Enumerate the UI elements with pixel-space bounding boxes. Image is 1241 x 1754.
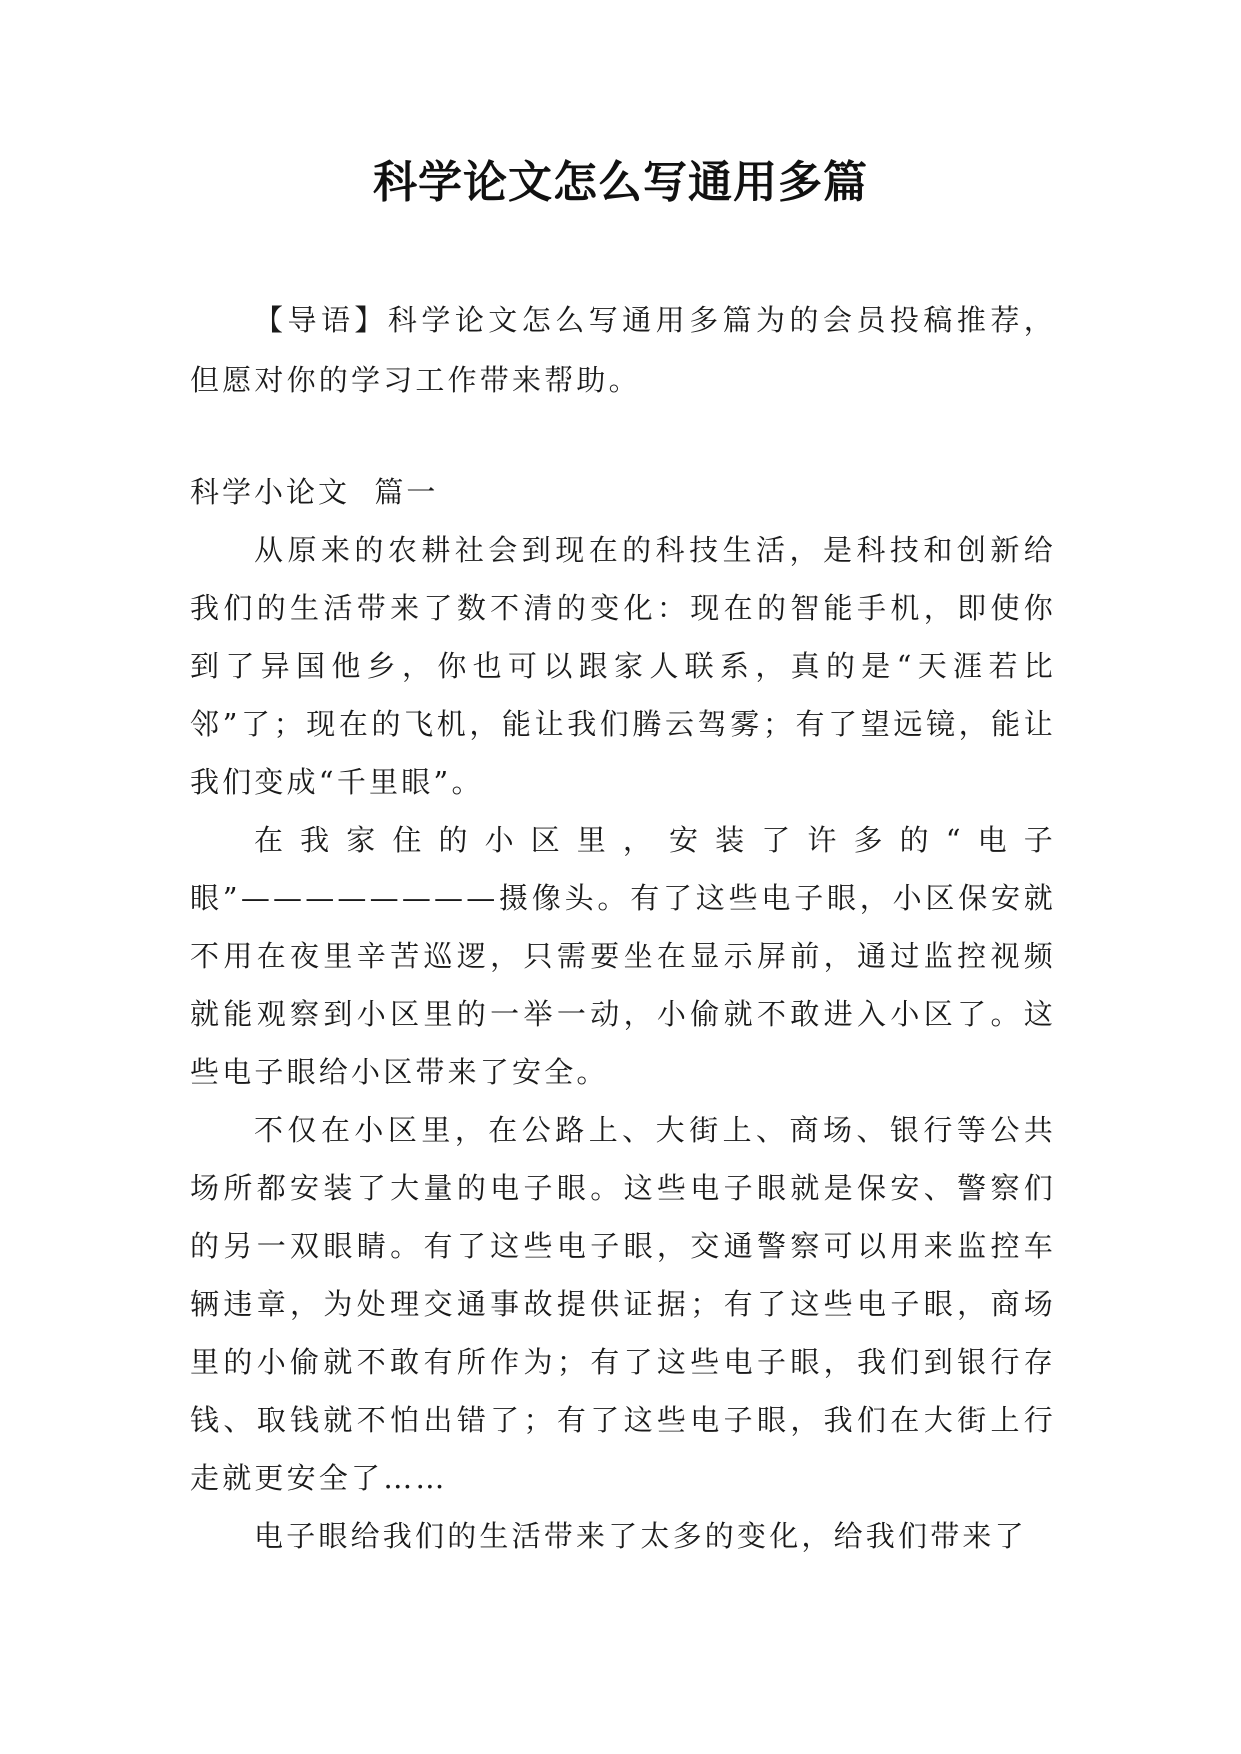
body-paragraph-4: 电子眼给我们的生活带来了太多的变化，给我们带来了 <box>254 1519 1027 1553</box>
section-heading: 科学小论文 篇一 <box>190 475 439 509</box>
intro-paragraph: 【导语】科学论文怎么写通用多篇为的会员投稿推荐，但愿对你的学习工作带来帮助。 <box>190 303 1056 397</box>
body-paragraph-2: 在我家住的小区里，安装了许多的“电子眼”————————摄像头。有了这些电子眼，小区保安就不用在夜里辛苦巡逻，只需要坐在显示屏前，通过监控视频就能观察到小区里的一举一动，小偷就不敢进入小区了。这些电子眼给小区带来了安全。 <box>190 823 1056 1089</box>
intro-block <box>190 290 1056 410</box>
body-paragraph-3: 不仅在小区里，在公路上、大街上、商场、银行等公共场所都安装了大量的电子眼。这些电子眼就是保安、警察们的另一双眼睛。有了这些电子眼，交通警察可以用来监控车辆违章，为处理交通事故提供证据；有了这些电子眼，商场里的小偷就不敢有所作为；有了这些电子眼，我们到银行存钱、取钱就不怕出错了；有了这些电子眼，我们在大街上行走就更安全了…… <box>190 1113 1056 1495</box>
document-title: 科学论文怎么写通用多篇 <box>373 157 868 208</box>
body-paragraph-1: 从原来的农耕社会到现在的科技生活，是科技和创新给我们的生活带来了数不清的变化：现在的智能手机，即使你到了异国他乡，你也可以跟家人联系，真的是“天涯若比邻”了；现在的飞机，能让我们腾云驾雾；有了望远镜，能让我们变成“千里眼”。 <box>190 533 1056 799</box>
article-body <box>190 521 1056 1565</box>
